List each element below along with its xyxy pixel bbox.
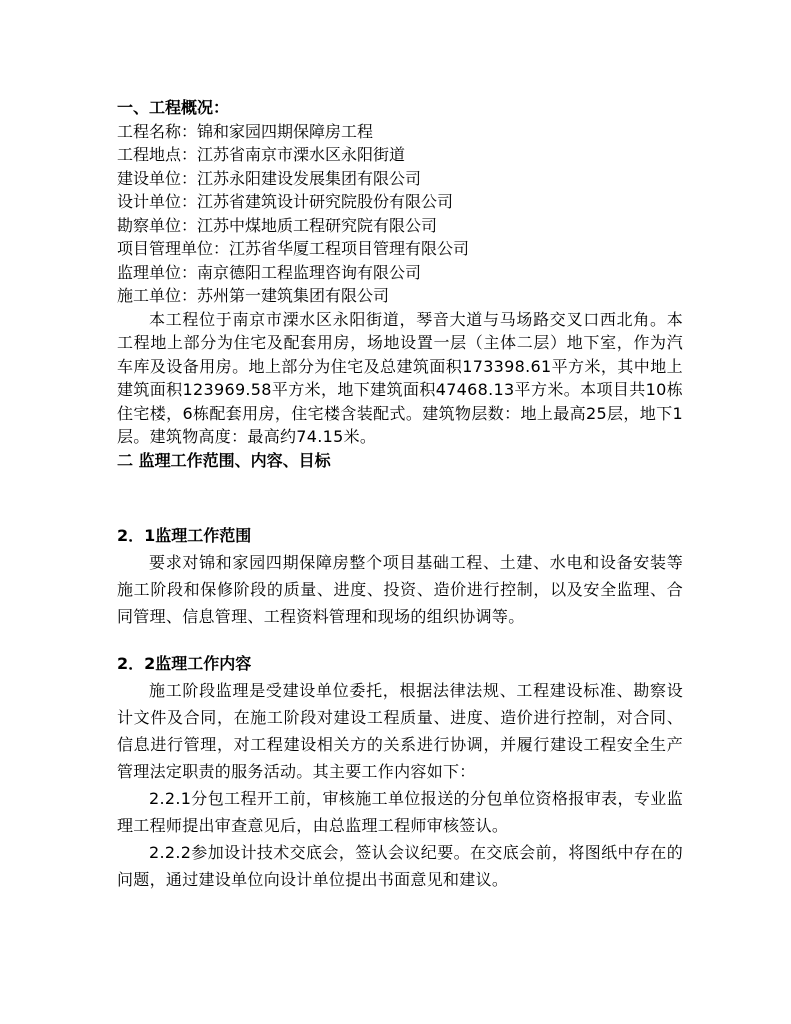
project-location-field: 工程地点：江苏省南京市溧水区永阳街道 <box>117 145 406 164</box>
project-management-unit-field: 项目管理单位：江苏省华厦工程项目管理有限公司 <box>117 239 470 258</box>
contractor-unit-field: 施工单位：苏州第一建筑集团有限公司 <box>117 286 390 305</box>
section-2-heading: 二 监理工作范围、内容、目标 <box>117 450 331 470</box>
content-item-2-2-1: 2.2.1分包工程开工前，审核施工单位报送的分包单位资格报审表，专业监理工程师提出审查意见后，由总监理工程师审核签认。 <box>117 789 683 835</box>
design-unit-field: 设计单位：江苏省建筑设计研究院股份有限公司 <box>117 192 454 211</box>
content-heading: 2．2监理工作内容 <box>117 654 252 673</box>
content-item-2-2-2: 2.2.2参加设计技术交底会，签认会议纪要。在交底会前，将图纸中存在的问题，通过建设单位向设计单位提出书面意见和建议。 <box>117 843 683 889</box>
spacer <box>117 472 683 522</box>
scope-text: 要求对锦和家园四期保障房整个项目基础工程、土建、水电和设备安装等施工阶段和保修阶段的质量、进度、投资、造价进行控制，以及安全监理、合同管理、信息管理、工程资料管理和现场的组织协调等。 <box>117 553 683 626</box>
scope-heading: 2．1监理工作范围 <box>117 526 252 545</box>
spacer <box>117 630 683 650</box>
survey-unit-field: 勘察单位：江苏中煤地质工程研究院有限公司 <box>117 215 438 235</box>
construction-unit-field: 建设单位：江苏永阳建设发展集团有限公司 <box>117 168 422 188</box>
project-description: 本工程位于南京市溧水区永阳街道，琴音大道与马场路交叉口西北角。本工程地上部分为住宅及配套用房，场地设置一层（主体二层）地下室，作为汽车库及设备用房。地上部分为住宅及总建筑面积173398.61平方米，其中地上建筑面积123969.58平方米，地下建筑面积47468.13平方米。本项目共10栋住宅楼，6栋配套用房，住宅楼含装配式。建筑物层数：地上最高25层，地下1层。建筑物高度：最高约74.15米。 <box>117 309 683 446</box>
document-content <box>117 96 683 893</box>
content-text: 施工阶段监理是受建设单位委托，根据法律法规、工程建设标准、勘察设计文件及合同，在施工阶段对建设工程质量、进度、造价进行控制，对合同、信息进行管理，对工程建设相关方的关系进行协调，并履行建设工程安全生产管理法定职责的服务活动。其主要工作内容如下： <box>117 681 683 781</box>
section-1-heading: 一、工程概况： <box>117 98 230 117</box>
project-name-field: 工程名称：锦和家园四期保障房工程 <box>117 121 374 141</box>
supervision-unit-field: 监理单位：南京德阳工程监理咨询有限公司 <box>117 262 422 282</box>
